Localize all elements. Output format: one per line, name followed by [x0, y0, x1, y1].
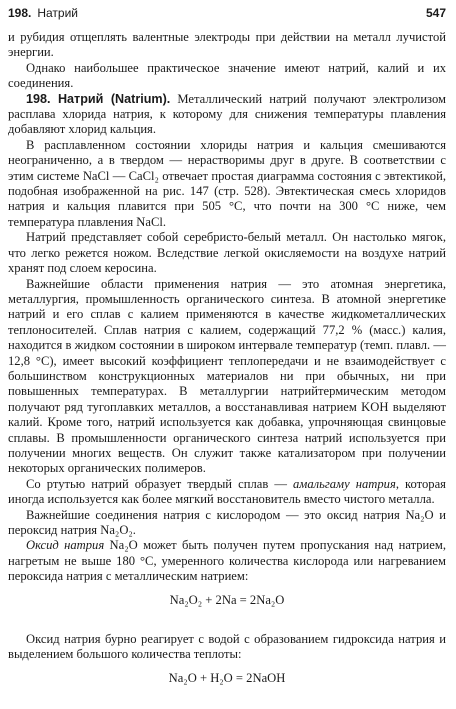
section-heading: 198. Натрий (Natrium). [26, 91, 171, 106]
paragraph-4: В расплавленном состоянии хлориды натрия и кальция смешиваются неограниченно, а в твердом — нерастворимы друг в друге. В соответствии с этим системе NaCl — CaCl₂ отвечает простая диаграмма состояния с эвтектикой, подобная изображенной на рис. 147 (стр. 528). Эвтектическая смесь хлоридов натрия и кальция плавится при 505 °C, что почти на 300 °C ниже, чем температура плавления NaCl. [8, 137, 446, 229]
section-title: Натрий [37, 6, 79, 20]
paragraph-7 [8, 477, 446, 508]
paragraph-3 [8, 92, 446, 138]
running-head-left [8, 6, 78, 20]
paragraph-10: Оксид натрия бурно реагирует с водой с образованием гидроксида натрия и выделением большого количества теплоты: [8, 632, 446, 662]
equation-1: Na₂O₂ + 2Na = 2Na₂O [169, 592, 285, 607]
paragraph-9-b: Na₂O может быть получен путем пропускания над натрием, нагретым не выше 180 °C, умеренного количества кислорода или нагреванием пероксида натрия с металлическим натрием: [8, 538, 446, 584]
term-amalgam: амальгаму натрия [292, 476, 396, 491]
paragraph-5: Натрий представляет собой серебристо-белый металл. Он настолько мягок, что легко режется ножом. Вследствие легкой окисляемости на воздухе натрий хранят под слоем керосина. [8, 230, 446, 276]
paragraph-7-b: , которая иногда используется как более мягкий восстановитель вместо чистого металла. [8, 476, 446, 507]
section-number: 198. [8, 6, 32, 20]
paragraph-6: Важнейшие области применения натрия — это атомная энергетика, металлургия, промышленность органического синтеза. В атомной энергетике натрий и его сплав с калием применяются в качестве жидкометаллических теплоносителей. Сплав натрия с калием, содержащий 77,2 % (масс.) калия, находится в жидком состоянии в широком интервале температур (темп. плавл. —12,8 °C), имеет высокий коэффициент теплопередачи и не взаимодействует с большинством конструкционных материалов ни при обычных, ни при повышенных температурах. В металлургии натрийтермическим методом получают ряд тугоплавких металлов, а восстанавливая натрием KOH выделяют калий. Кроме того, натрий используется как добавка, упрочняющая свинцовые сплавы. В промышленности органического синтеза натрий используется при получении многих веществ. Он служит также катализатором при получении некоторых органических полимеров. [8, 276, 446, 476]
term-sodium-oxide: Оксид натрия [26, 538, 105, 553]
spacer [8, 616, 446, 632]
paragraph-8: Важнейшие соединения натрия с кислородом — это оксид натрия Na₂O и пероксид натрия Na₂O₂. [8, 507, 446, 537]
page-number: 547 [425, 6, 446, 20]
paragraph-1: и рубидия отщеплять валентные электроды при действии на металл лучистой энергии. [8, 30, 446, 60]
paragraph-9 [8, 538, 446, 584]
paragraph-2: Однако наибольшее практическое значение имеют натрий, калий и их соединения. [8, 60, 446, 91]
equation-2: Na₂O + H₂O = 2NaOH [168, 670, 286, 685]
paragraph-7-a: Со ртутью натрий образует твердый сплав — [26, 476, 293, 491]
running-head [8, 6, 446, 20]
paragraph-3-body: Металлический натрий получают электролизом расплава хлорида натрия, к которому для снижения температуры плавления добавляют хлорид кальция. [8, 91, 446, 137]
